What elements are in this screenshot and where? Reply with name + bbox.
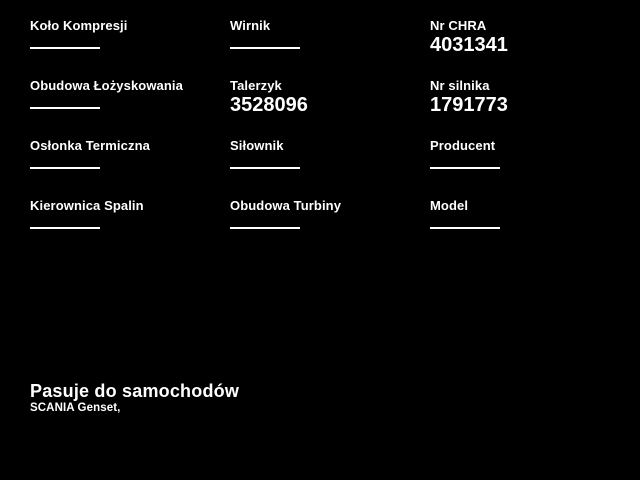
spec-grid — [30, 19, 630, 259]
field-label: Siłownik — [230, 138, 284, 153]
field-obudowa-lozyskowania — [30, 79, 230, 139]
empty-value-line — [30, 227, 100, 229]
fits-vehicles-list: SCANIA Genset, — [30, 402, 121, 414]
field-oslonka-termiczna — [30, 139, 230, 199]
field-silownik — [230, 139, 430, 199]
empty-value-line — [30, 47, 100, 49]
field-model — [430, 199, 630, 259]
fits-section — [30, 381, 239, 415]
field-producent — [430, 139, 630, 199]
field-label: Model — [430, 198, 469, 213]
field-value: 1791773 — [430, 94, 508, 116]
field-label: Kierownica Spalin — [30, 198, 144, 213]
empty-value-line — [230, 227, 300, 229]
field-label: Koło Kompresji — [30, 18, 128, 33]
field-label: Obudowa Turbiny — [230, 198, 342, 213]
field-label: Obudowa Łożyskowania — [30, 78, 183, 93]
field-obudowa-turbiny — [230, 199, 430, 259]
field-label: Osłonka Termiczna — [30, 138, 150, 153]
empty-value-line — [30, 107, 100, 109]
empty-value-line — [230, 167, 300, 169]
field-value: 4031341 — [430, 34, 508, 56]
field-label: Talerzyk — [230, 78, 282, 93]
field-talerzyk — [230, 79, 430, 139]
field-label: Wirnik — [230, 18, 271, 33]
empty-value-line — [430, 227, 500, 229]
empty-value-line — [430, 167, 500, 169]
field-nr-chra — [430, 19, 630, 79]
empty-value-line — [230, 47, 300, 49]
fits-heading: Pasuje do samochodów — [30, 381, 240, 401]
field-value: 3528096 — [230, 94, 308, 116]
field-kierownica-spalin — [30, 199, 230, 259]
field-label: Nr silnika — [430, 78, 490, 93]
empty-value-line — [30, 167, 100, 169]
field-label: Nr CHRA — [430, 18, 487, 33]
field-label: Producent — [430, 138, 496, 153]
field-nr-silnika — [430, 79, 630, 139]
field-wirnik — [230, 19, 430, 79]
field-kolo-kompresji — [30, 19, 230, 79]
